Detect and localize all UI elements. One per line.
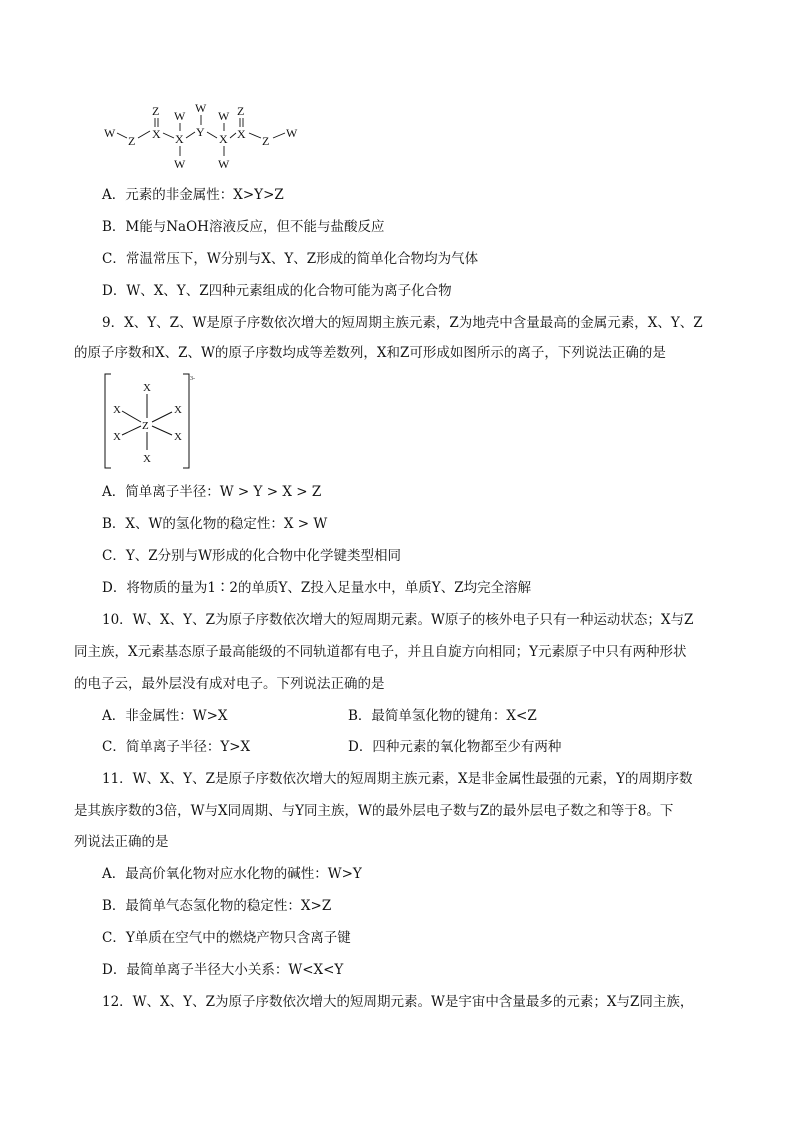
q9-stem-line2: 的原子序数和X、Z、W的原子序数均成等差数列，X和Z可形成如图所示的离子，下列说法正确的是 — [74, 345, 666, 361]
ion-x-upper-left: X — [113, 404, 121, 416]
q11-stem-line1: 11．W、X、Y、Z是原子序数依次增大的短周期主族元素，X是非金属性最强的元素，Y的周期序数 — [102, 771, 693, 787]
q9-option-b: B．X、W的氢化物的稳定性：X > W — [102, 516, 328, 532]
atom-x1: X — [152, 127, 161, 141]
atom-z-top1: Z — [152, 104, 160, 118]
atom-z-top4: Z — [237, 104, 245, 118]
q10-stem-line3: 的电子云，最外层没有成对电子。下列说法正确的是 — [74, 676, 385, 692]
q12-stem-line1: 12．W、X、Y、Z为原子序数依次增大的短周期元素。W是宇宙中含量最多的元素；X与Z同主族， — [102, 994, 694, 1010]
atom-w-top2: W — [174, 109, 186, 123]
q8-option-b: B．M能与NaOH溶液反应，但不能与盐酸反应 — [102, 219, 385, 235]
octahedral-ion-diagram — [100, 370, 210, 472]
atom-y: Y — [196, 125, 205, 139]
ion-x-lower-left: X — [113, 431, 121, 443]
q10-option-c: C．简单离子半径：Y>X — [102, 739, 251, 755]
atom-w-top-y: W — [195, 101, 207, 115]
ion-z-center: Z — [142, 420, 149, 432]
q10-stem-line2: 同主族，X元素基态原子最高能级的不同轨道都有电子，并且自旋方向相同；Y元素原子中只有两种形状 — [74, 644, 687, 660]
q11-stem-line3: 列说法正确的是 — [74, 834, 169, 850]
q11-option-b: B．最简单气态氢化物的稳定性：X>Z — [102, 898, 332, 914]
atom-x4: X — [237, 127, 246, 141]
q11-option-c: C．Y单质在空气中的燃烧产物只含离子键 — [102, 930, 351, 946]
atom-w-bot2: W — [174, 157, 186, 171]
ion-x-upper-right: X — [174, 404, 182, 416]
q9-option-c: C．Y、Z分别与W形成的化合物中化学键类型相同 — [102, 548, 401, 564]
q10-option-d: D．四种元素的氧化物都至少有两种 — [348, 739, 562, 755]
atom-w-right: W — [286, 126, 298, 140]
atom-w-top3: W — [218, 109, 230, 123]
q10-option-a: A．非金属性：W>X — [102, 708, 228, 724]
q9-option-d: D．将物质的量为1∶2的单质Y、Z投入足量水中，单质Y、Z均完全溶解 — [102, 580, 532, 596]
structure-diagram — [100, 98, 310, 174]
ion-charge: 3- — [190, 376, 195, 382]
atom-x3: X — [219, 132, 228, 146]
q10-option-b: B．最简单氢化物的键角：X<Z — [348, 708, 537, 724]
atom-w-bot3: W — [218, 157, 230, 171]
ion-x-bottom: X — [143, 453, 151, 465]
q11-option-d: D．最简单离子半径大小关系：W<X<Y — [102, 962, 344, 978]
q9-stem-line1: 9．X、Y、Z、W是原子序数依次增大的短周期主族元素，Z为地壳中含量最高的金属元素，X、Y、Z — [102, 315, 703, 331]
q10-stem-line1: 10．W、X、Y、Z为原子序数依次增大的短周期元素。W原子的核外电子只有一种运动状态；X与Z — [102, 612, 694, 628]
q11-stem-line2: 是其族序数的3倍，W与X同周期、与Y同主族，W的最外层电子数与Z的最外层电子数之和等于8。下 — [74, 803, 674, 819]
atom-z-right: Z — [262, 134, 270, 148]
ion-x-top: X — [143, 382, 151, 394]
q8-option-d: D．W、X、Y、Z四种元素组成的化合物可能为离子化合物 — [102, 283, 452, 299]
atom-z-left: Z — [128, 134, 136, 148]
atom-w-left: W — [104, 126, 116, 140]
q8-option-c: C．常温常压下，W分别与X、Y、Z形成的简单化合物均为气体 — [102, 251, 479, 267]
q9-option-a: A．简单离子半径：W > Y > X > Z — [102, 484, 322, 500]
q11-option-a: A．最高价氧化物对应水化物的碱性：W>Y — [102, 866, 362, 882]
atom-x2: X — [175, 132, 184, 146]
q8-option-a: A．元素的非金属性：X>Y>Z — [102, 187, 284, 203]
ion-x-lower-right: X — [174, 431, 182, 443]
